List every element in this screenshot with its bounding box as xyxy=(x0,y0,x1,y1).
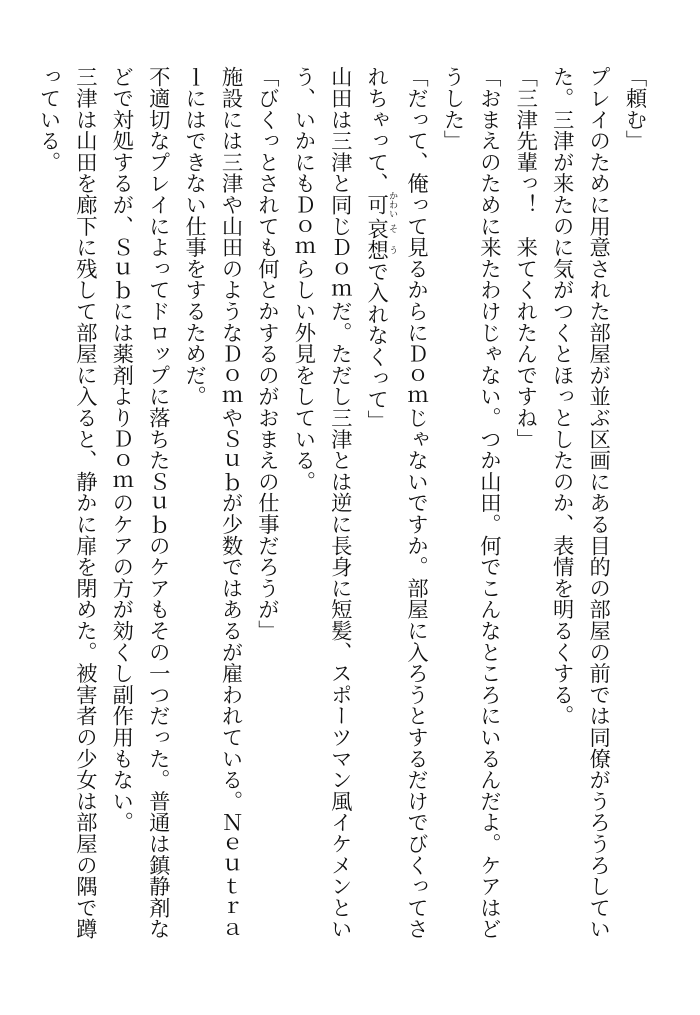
text-line-1: 「頼む」 xyxy=(622,66,647,152)
text-line-3: た。三津が来たのに気がつくとほっとしたのか、表情を明るくする。 xyxy=(549,66,575,727)
text-line-13: ｌにはできない仕事をするためだ。 xyxy=(181,66,207,407)
ruby-reading-1: かわい xyxy=(387,190,398,218)
ruby-base-1: 可 xyxy=(363,190,389,218)
text-line-9: 山田は三津と同じＤｏｍだ。ただし三津とは逆に長身に短髪、スポーツマン風イケメンとい xyxy=(327,66,353,940)
text-line-5: 「おまえのために来たわけじゃない。つか山田。何でこんなところにいるんだよ。ケアはど xyxy=(476,66,502,940)
text-line-17: っている。 xyxy=(36,66,61,173)
text-line-16: 三津は山田を廊下に残して部屋に入ると、静かに扉を閉めた。被害者の少女は部屋の隅で蹲 xyxy=(72,66,98,940)
text-line-11: 「びくっとされても何とかするのがおまえの仕事だろうが」 xyxy=(254,66,280,642)
text-line-10: う、いかにもＤｏｍらしい外見をしている。 xyxy=(290,66,316,492)
vertical-text-body xyxy=(32,66,652,986)
text-line-2: プレイのために用意された部屋が並ぶ区画にある目的の部屋の前では同僚がうろうろしてい xyxy=(585,66,611,940)
text-line-12: 施設には三津や山田のようなＤｏｍやＳｕｂが少数ではあるが雇われている。Ｎｅｕｔｒａ xyxy=(218,66,244,940)
ruby-sou xyxy=(363,217,398,261)
text-line-7: 「だって、俺って見るからにＤｏｍじゃないですか。部屋に入ろうとするだけでびくってさ xyxy=(403,66,429,940)
ruby-reading-2: そう xyxy=(387,217,398,261)
ruby-kawai xyxy=(363,190,398,218)
text-line-4: 「三津先輩っ！ 来てくれたんですね」 xyxy=(512,66,538,450)
ruby-base-2: 哀想 xyxy=(363,217,389,261)
text-line-8 xyxy=(357,66,397,986)
text-line-8-tail: で入れなくって」 xyxy=(363,260,389,431)
text-line-6: うした」 xyxy=(439,66,465,152)
text-line-8-head: れちゃって、 xyxy=(363,66,389,194)
text-line-14: 不適切なプレイによってドロップに落ちたＳｕｂのケアもその一つだった。普通は鎮静剤な xyxy=(145,66,171,940)
text-line-15: どで対処するが、Ｓｕｂには薬剤よりＤｏｍのケアの方が効くし副作用もない。 xyxy=(108,66,134,833)
